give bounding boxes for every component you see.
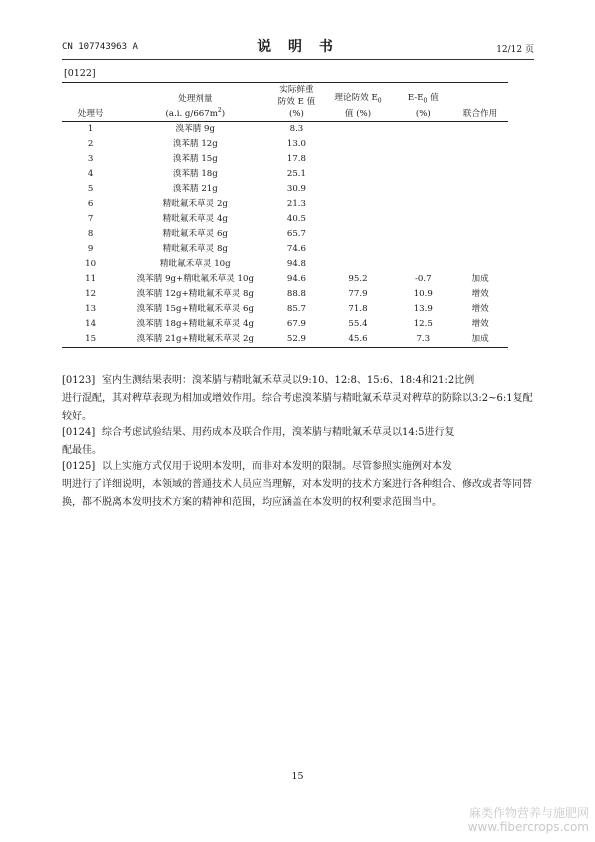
- cell-joint-action: [452, 167, 508, 182]
- header-joint-action: 联合作用: [452, 83, 508, 122]
- table-row: [62, 257, 508, 272]
- paragraph-first-line: 室内生测结果表明：溴苯腈与精吡氟禾草灵以9:10、12:8、15:6、18:4和21:2比例: [102, 375, 475, 386]
- cell-dose: 溴苯腈 15g+精吡氟禾草灵 6g: [136, 304, 254, 314]
- page-number: 15: [291, 771, 304, 782]
- cell-joint-action: [452, 242, 508, 257]
- cell-joint-action: 增效: [471, 319, 489, 329]
- document-title: 说 明 书: [257, 39, 339, 55]
- cell-joint-action: [452, 137, 508, 152]
- cell-theoretical-efficacy: [322, 167, 395, 182]
- cell-joint-action: [452, 212, 508, 227]
- cell-dose: 溴苯腈 21g: [172, 184, 218, 194]
- paragraph-0124: [62, 424, 534, 460]
- cell-dose: 精吡氟禾草灵 8g: [162, 244, 228, 254]
- paragraph-continuation: 进行混配，其对稗草表现为相加或增效作用。综合考虑溴苯腈与精吡氟禾草灵对稗草的防除以3:2~6:1复配较好。: [62, 393, 533, 422]
- cell-theoretical-efficacy: 95.2: [348, 274, 368, 284]
- table-header-row: [62, 83, 508, 122]
- cell-actual-efficacy: 85.7: [286, 304, 307, 314]
- cell-theoretical-efficacy: 55.4: [348, 319, 368, 329]
- cell-theoretical-efficacy: [322, 197, 395, 212]
- cell-dose: 溴苯腈 18g+精吡氟禾草灵 4g: [136, 319, 254, 329]
- cell-treatment-no: 7: [87, 214, 94, 224]
- table-row: [62, 182, 508, 197]
- table-row: [62, 317, 508, 332]
- cell-theoretical-efficacy: 71.8: [348, 304, 368, 314]
- cell-dose: 溴苯腈 18g: [172, 169, 218, 179]
- cell-dose: 精吡氟禾草灵 2g: [162, 199, 228, 209]
- paragraph-id: [0123]: [62, 375, 96, 386]
- page-header: [62, 38, 534, 58]
- paragraph-0123: [62, 372, 534, 426]
- table-row: [62, 167, 508, 182]
- cell-dose: 精吡氟禾草灵 10g: [159, 259, 231, 269]
- cell-joint-action: [452, 152, 508, 167]
- cell-difference: [394, 122, 452, 138]
- cell-actual-efficacy: 40.5: [286, 214, 307, 224]
- cell-theoretical-efficacy: [322, 182, 395, 197]
- table-row: [62, 272, 508, 287]
- cell-treatment-no: 11: [85, 274, 97, 284]
- table-row: [62, 197, 508, 212]
- cell-joint-action: [452, 227, 508, 242]
- table-row: [62, 137, 508, 152]
- cell-treatment-no: 4: [87, 169, 94, 179]
- cell-theoretical-efficacy: [322, 152, 395, 167]
- cell-difference: -0.7: [414, 274, 432, 284]
- table-row: [62, 122, 508, 138]
- cell-actual-efficacy: 52.9: [271, 332, 321, 348]
- cell-difference: [394, 182, 452, 197]
- cell-joint-action: 加成: [452, 332, 508, 348]
- cell-actual-efficacy: 30.9: [286, 184, 307, 194]
- cell-treatment-no: 2: [87, 139, 94, 149]
- paragraph-continuation: 配最佳。: [62, 445, 102, 456]
- cell-dose: 精吡氟禾草灵 6g: [162, 229, 228, 239]
- cell-theoretical-efficacy: [322, 212, 395, 227]
- cell-dose: 溴苯腈 15g: [172, 154, 218, 164]
- cell-theoretical-efficacy: [322, 227, 395, 242]
- header-rule: [62, 59, 534, 60]
- cell-treatment-no: 5: [87, 184, 94, 194]
- cell-treatment-no: 13: [85, 304, 97, 314]
- cell-difference: [394, 137, 452, 152]
- cell-treatment-no: 10: [85, 259, 97, 269]
- cell-dose: 溴苯腈 12g+精吡氟禾草灵 8g: [136, 289, 254, 299]
- cell-dose: 精吡氟禾草灵 4g: [162, 214, 228, 224]
- paragraph-id: [0124]: [62, 427, 96, 438]
- cell-difference: 13.9: [413, 304, 433, 314]
- cell-joint-action: [452, 182, 508, 197]
- cell-treatment-no: 1: [87, 124, 94, 134]
- cell-treatment-no: 15: [62, 332, 119, 348]
- cell-treatment-no: 12: [85, 289, 97, 299]
- cell-theoretical-efficacy: [322, 122, 395, 138]
- table-row: [62, 302, 508, 317]
- cell-difference: 10.9: [413, 289, 433, 299]
- site-watermark: 麻类作物营养与施肥网 www.fibercrops.com: [467, 806, 589, 834]
- paragraph-first-line: 以上实施方式仅用于说明本发明，而非对本发明的限制。尽管参照实施例对本发: [102, 461, 452, 472]
- cell-actual-efficacy: 25.1: [286, 169, 307, 179]
- table-row: [62, 287, 508, 302]
- paragraph-continuation: 明进行了详细说明，本领域的普通技术人员应当理解，对本发明的技术方案进行各种组合、修改或者等同替换，都不脱离本发明技术方案的精神和范围，均应涵盖在本发明的权利要求范围当中。: [62, 479, 532, 508]
- cell-actual-efficacy: 94.8: [286, 259, 307, 269]
- cell-treatment-no: 6: [87, 199, 94, 209]
- paragraph-0125: [62, 458, 534, 512]
- cell-joint-action: [452, 257, 508, 272]
- cell-treatment-no: 9: [87, 244, 94, 254]
- cell-theoretical-efficacy: [322, 242, 395, 257]
- cell-dose: 溴苯腈 9g: [175, 124, 216, 134]
- table-row: [62, 227, 508, 242]
- table-row: [62, 242, 508, 257]
- cell-difference: 7.3: [394, 332, 452, 348]
- header-treatment-no: 处理号: [62, 83, 119, 122]
- cell-difference: [394, 152, 452, 167]
- cell-theoretical-efficacy: 45.6: [322, 332, 395, 348]
- results-table: [62, 82, 508, 348]
- cell-dose: 溴苯腈 21g+精吡氟禾草灵 2g: [119, 332, 271, 348]
- header-difference: $E-E_0$ 值 (%): [394, 83, 452, 122]
- cell-treatment-no: 14: [85, 319, 97, 329]
- header-theoretical-efficacy: 理论防效 $E_0$ 值 (%): [322, 83, 395, 122]
- cell-difference: [394, 167, 452, 182]
- header-dose: 处理剂量 (a.i. $g/667m^2$): [119, 83, 271, 122]
- table-body: [62, 122, 508, 348]
- cell-difference: [394, 257, 452, 272]
- cell-treatment-no: 8: [87, 229, 94, 239]
- cell-treatment-no: 3: [87, 154, 94, 164]
- cell-actual-efficacy: 67.9: [286, 319, 307, 329]
- cell-actual-efficacy: 94.6: [286, 274, 307, 284]
- cell-joint-action: [452, 122, 508, 138]
- cell-joint-action: 加成: [471, 274, 489, 284]
- cell-actual-efficacy: 8.3: [289, 124, 304, 134]
- paragraph-id: [0125]: [62, 461, 96, 472]
- cell-actual-efficacy: 17.8: [286, 154, 307, 164]
- cell-difference: [394, 197, 452, 212]
- cell-joint-action: 增效: [471, 304, 489, 314]
- table-row: [62, 152, 508, 167]
- cell-difference: 12.5: [413, 319, 433, 329]
- cell-difference: [394, 227, 452, 242]
- cell-difference: [394, 242, 452, 257]
- cell-actual-efficacy: 74.6: [286, 244, 307, 254]
- table-row: [62, 332, 508, 348]
- cell-joint-action: [452, 197, 508, 212]
- cell-theoretical-efficacy: [322, 137, 395, 152]
- table-row: [62, 212, 508, 227]
- cell-theoretical-efficacy: [322, 257, 395, 272]
- cell-dose: 溴苯腈 12g: [172, 139, 218, 149]
- patent-number: CN 107743963 A: [62, 42, 138, 52]
- cell-joint-action: 增效: [471, 289, 489, 299]
- cell-actual-efficacy: 65.7: [286, 229, 307, 239]
- header-actual-efficacy: 实际鲜重 防效 E 值 (%): [271, 83, 321, 122]
- cell-actual-efficacy: 13.0: [286, 139, 307, 149]
- cell-difference: [394, 212, 452, 227]
- cell-actual-efficacy: 88.8: [286, 289, 307, 299]
- table-paragraph-id: [0122]: [64, 68, 96, 79]
- paragraph-first-line: 综合考虑试验结果、用药成本及联合作用，溴苯腈与精吡氟禾草灵以14:5进行复: [102, 427, 455, 438]
- cell-theoretical-efficacy: 77.9: [348, 289, 368, 299]
- cell-dose: 溴苯腈 9g+精吡氟禾草灵 10g: [136, 274, 254, 284]
- page-count: 12/12 页: [496, 45, 534, 55]
- cell-actual-efficacy: 21.3: [286, 199, 307, 209]
